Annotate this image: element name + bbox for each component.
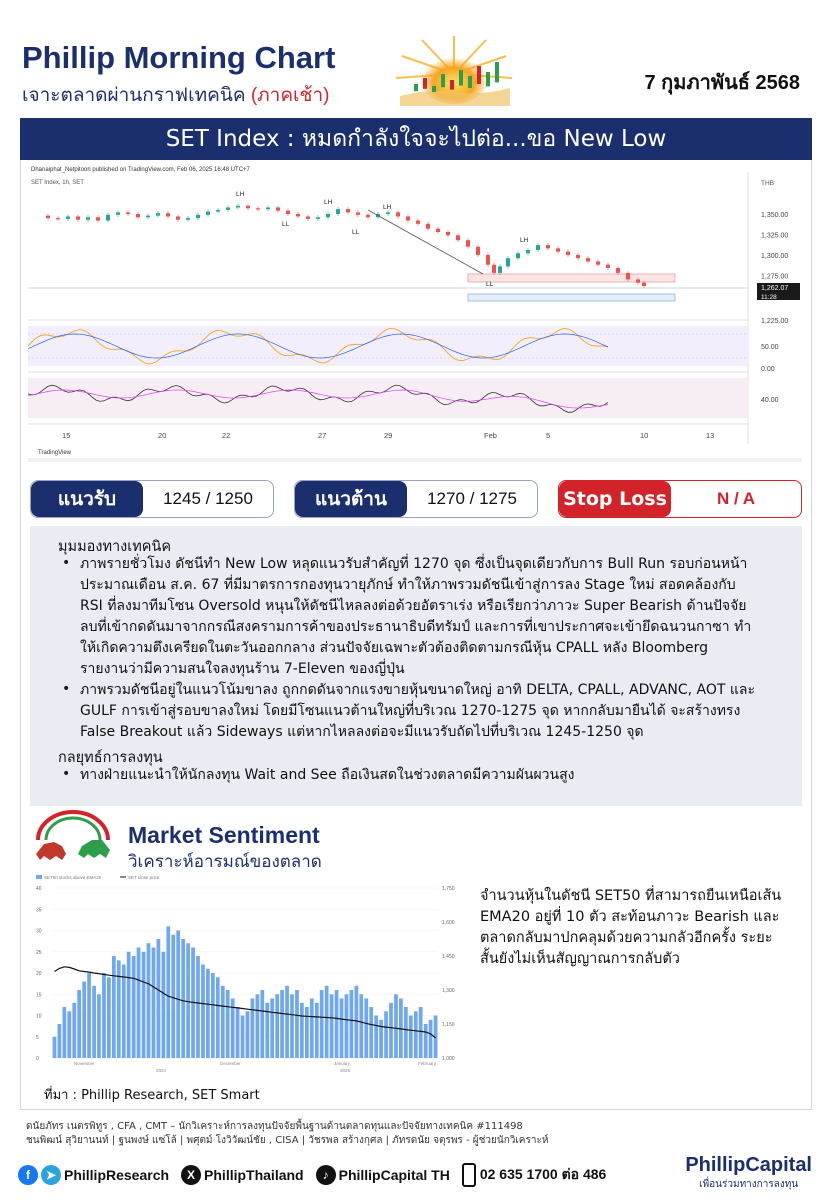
left-tick: 10	[36, 1013, 42, 1020]
sentiment-bar	[92, 986, 96, 1058]
tiktok-icon: ♪	[316, 1165, 336, 1185]
candle	[536, 245, 540, 250]
right-tick: 1,750	[442, 886, 455, 892]
sentiment-bar	[260, 990, 264, 1058]
bullet-3: •	[62, 766, 71, 782]
candle	[436, 229, 440, 232]
p1-line: รายงานว่ามีความสนใจลงทุนร้าน 7-Eleven ของญี่ปุ่น	[80, 661, 405, 677]
logo-candle	[414, 84, 418, 91]
time-tag: 11:28	[761, 294, 777, 301]
logo-candle	[486, 72, 490, 86]
sentiment-bar	[127, 952, 131, 1058]
x-tick: 2025	[340, 1068, 351, 1073]
chart-symbol-text: SET Index, 1h, SET	[31, 180, 84, 186]
left-tick: 15	[36, 992, 42, 999]
price-tick: 1,225.00	[761, 318, 789, 325]
p1-line: RSI ที่ลงมาทีมโซน Oversold หนุนให้ดัชนีไหลลงต่อด้วยอัตราเร่ง หรือเรียกว่าภาวะ Super Bearish ด้านปัจจัย	[80, 598, 747, 614]
sentiment-bar	[152, 948, 156, 1059]
sentiment-bar	[53, 1037, 57, 1058]
set-index-hourly-chart	[28, 162, 802, 462]
sentiment-title: Market Sentiment	[128, 822, 320, 848]
price-tick: 1,275.00	[761, 273, 789, 281]
analysis-paragraph-2	[80, 680, 796, 743]
candle	[306, 216, 310, 218]
sentiment-bar	[246, 1011, 250, 1058]
candle	[596, 261, 600, 264]
candle	[326, 214, 330, 217]
candle	[126, 212, 130, 214]
candle	[366, 215, 370, 217]
sentiment-bar	[270, 999, 274, 1059]
sentiment-bar	[330, 994, 334, 1058]
swing-label: LL	[352, 229, 360, 236]
sentiment-bar	[67, 1011, 71, 1058]
currency-label: THB	[761, 180, 774, 187]
time-tick: 13	[706, 431, 715, 440]
time-tick: 10	[640, 431, 649, 440]
sentiment-bar	[355, 986, 359, 1058]
time-tick: Feb	[484, 431, 497, 440]
x-tick: November	[74, 1061, 95, 1066]
candle	[236, 206, 240, 208]
x-tick: 2024	[156, 1068, 167, 1073]
candle	[196, 215, 200, 218]
candle	[286, 211, 290, 214]
x-icon: X	[181, 1165, 201, 1185]
sentiment-bar	[345, 994, 349, 1058]
sentiment-bar	[300, 1003, 304, 1058]
left-tick: 25	[36, 949, 42, 956]
support-value: 1245 / 1250	[163, 489, 253, 508]
candle	[566, 252, 570, 255]
support-label: แนวรับ	[31, 481, 143, 517]
phone-number: 02 635 1700 ต่อ 486	[479, 1166, 607, 1182]
bullet-1: •	[62, 555, 71, 571]
logo-candle	[459, 70, 463, 86]
time-tick: 29	[384, 431, 393, 440]
sentiment-bar	[216, 977, 220, 1058]
time-tick: 27	[318, 431, 327, 440]
candle	[216, 210, 220, 212]
candle	[606, 265, 610, 268]
price-tag: 1,262.07	[761, 285, 789, 292]
p2-line: GULF การเข้าสู่รอบขาลงใหม่ โดยมีโซนแนวต้านใหญ่ที่บริเวณ 1270-1275 จุด หากกลับมายืนได้ จะสร้างทรง	[80, 703, 741, 719]
candle	[336, 209, 340, 214]
phone-link[interactable]	[462, 1163, 607, 1187]
sentiment-bar	[226, 990, 230, 1058]
sentiment-line: EMA20 อยู่ที่ 10 ตัว สะท้อนภาวะ Bearish และ	[480, 909, 780, 925]
sentiment-bar	[374, 1016, 378, 1059]
x-tick: January	[334, 1061, 351, 1066]
price-tick: 1,325.00	[761, 232, 789, 240]
facebook-link[interactable]	[18, 1165, 169, 1185]
macd-tick: 40.00	[761, 397, 779, 404]
sentiment-bar	[280, 990, 284, 1058]
phillipcapital-logo	[685, 1154, 812, 1192]
sentiment-bar	[310, 999, 314, 1059]
sentiment-bar	[181, 939, 185, 1058]
sentiment-line: ตลาดกลับมาปกคลุมด้วยความกลัวอีกครั้ง ระยะ	[480, 930, 773, 946]
rsi-tick-50: 50.00	[761, 344, 779, 351]
sentiment-bar	[325, 986, 329, 1058]
stop-loss-value: N / A	[716, 489, 756, 508]
right-tick: 1,150	[442, 1022, 455, 1028]
swing-label: LH	[236, 191, 245, 198]
candle	[266, 207, 270, 209]
swing-label: LH	[520, 237, 529, 244]
sentiment-bar	[285, 986, 289, 1058]
sentiment-bar	[122, 965, 126, 1059]
candle	[226, 207, 230, 209]
resistance-level-box	[294, 480, 538, 518]
candle	[186, 218, 190, 220]
brand-title: Phillip Morning Chart	[22, 40, 336, 75]
p2-line: ภาพรวมดัชนีอยู่ในแนวโน้มขาลง ถูกกดดันจากแรงขายหุ้นขนาดใหญ่ อาทิ DELTA, CPALL, ADVANC, AOT และ	[80, 682, 756, 698]
right-tick: 1,600	[442, 920, 455, 926]
sentiment-bar	[107, 977, 111, 1058]
sentiment-bar	[369, 1007, 373, 1058]
sentiment-bar	[221, 986, 225, 1058]
legend-bars: SET50 stocks above EMA20	[44, 875, 102, 880]
swing-label: LH	[383, 204, 392, 211]
sentiment-bar	[171, 935, 175, 1058]
sentiment-bar	[117, 960, 121, 1058]
sentiment-bar	[201, 965, 205, 1059]
sentiment-subtitle: วิเคราะห์อารมณ์ของตลาด	[128, 852, 322, 872]
sentiment-bar	[166, 926, 170, 1058]
sentiment-bar	[315, 1003, 319, 1058]
candle	[56, 218, 60, 219]
candle	[96, 217, 100, 220]
sentiment-bar	[72, 1003, 76, 1058]
x-link[interactable]	[181, 1165, 304, 1185]
sentiment-bar	[384, 1011, 388, 1058]
sentiment-bar	[305, 1007, 309, 1058]
candle	[316, 217, 320, 219]
sentiment-bar	[364, 999, 368, 1059]
resistance-value: 1270 / 1275	[427, 489, 517, 508]
sentiment-bar	[414, 1011, 418, 1058]
candle	[76, 216, 80, 219]
analysts-line-1: ดนัยภัทร เนตรพิทูร , CFA , CMT – นักวิเคราะห์การลงทุนปัจจัยพื้นฐานด้านตลาดทุนและปัจจัยทางเทคนิค #111498	[26, 1121, 523, 1132]
candle	[386, 212, 390, 214]
sentiment-line: จำนวนหุ้นในดัชนี SET50 ที่สามารถยืนเหนือเส้น	[480, 888, 782, 904]
sentiment-bar	[162, 952, 166, 1058]
right-tick: 1,300	[442, 988, 455, 994]
candle	[106, 215, 110, 221]
candle	[166, 213, 170, 216]
candle	[616, 268, 620, 273]
sentiment-bar	[359, 994, 363, 1058]
sentiment-bar	[102, 973, 106, 1058]
sentiment-bar	[409, 1016, 413, 1059]
candle	[86, 217, 90, 219]
sentiment-bar	[142, 952, 146, 1058]
sentiment-bar	[419, 1007, 423, 1058]
candle	[636, 279, 640, 282]
brand-subtitle-main: เจาะตลาดผ่านกราฟเทคนิค	[22, 85, 251, 106]
candle	[556, 248, 560, 251]
candle	[346, 209, 350, 212]
candle	[516, 253, 520, 258]
sentiment-bar	[206, 969, 210, 1058]
swing-label: LH	[324, 199, 333, 206]
sentiment-bar	[404, 1007, 408, 1058]
sentiment-bar	[112, 956, 116, 1058]
sentiment-bar	[389, 1003, 393, 1058]
support-zone	[468, 294, 675, 301]
left-tick: 0	[36, 1056, 39, 1062]
chart-banner	[20, 118, 812, 160]
sentiment-bar	[176, 931, 180, 1059]
left-tick: 30	[36, 928, 42, 935]
candle	[66, 216, 70, 218]
p2-line: False Breakout แล้ว Sideways แต่หากไหลลงต่อจะมีแนวรับถัดไปที่บริเวณ 1245-1250 จุด	[80, 724, 644, 740]
time-tick: 5	[546, 431, 551, 440]
stop-loss-box	[558, 480, 802, 518]
sentiment-bar	[63, 1007, 67, 1058]
analysts-line-2: ชนพิฒน์ สุวิยานนท์ | ฐนพงษ์ แซ่โล้ | พศุตม์ โงวิวัฒน์ชัย , CISA | วัชรพล สร้างกุศล | ภัทรดนัย จตุรพร - ผู้ช่วยนักวิเคราะห์	[26, 1135, 549, 1146]
facebook-handle: PhillipResearch	[64, 1167, 170, 1183]
logo-candle	[477, 66, 481, 84]
sentiment-bar	[340, 999, 344, 1059]
bull-bear-icon	[32, 810, 114, 866]
logo-candle	[423, 78, 427, 89]
banner-title: SET Index : หมดกำลังใจจะไปต่อ...ขอ New Low	[165, 126, 667, 152]
candle	[356, 212, 360, 214]
sentiment-bar	[196, 956, 200, 1058]
phone-icon	[462, 1163, 476, 1187]
candle	[642, 283, 646, 286]
sentiment-bar	[394, 994, 398, 1058]
candle	[498, 266, 502, 273]
sentiment-bar	[137, 948, 141, 1059]
price-tick: 1,350.00	[761, 212, 789, 219]
source-note: ที่มา : Phillip Research, SET Smart	[44, 1088, 260, 1103]
candle	[116, 212, 120, 214]
sentiment-bar	[256, 994, 260, 1058]
candle	[446, 232, 450, 235]
sentiment-bar	[87, 973, 91, 1058]
sentiment-bar	[379, 1020, 383, 1058]
candle	[246, 206, 250, 208]
candle	[526, 250, 530, 253]
candle	[426, 224, 430, 229]
sentiment-bar	[97, 994, 101, 1058]
analysis-paragraph-1	[80, 554, 796, 680]
candle	[156, 213, 160, 215]
price-tick: 1,300.00	[761, 252, 789, 260]
chart-publisher-text: Dhanaiphat_Netpitoon published on TradingView.com, Feb 06, 2025 16:48 UTC+7	[31, 167, 250, 173]
x-handle: PhillipThailand	[204, 1167, 304, 1183]
sentiment-bar	[77, 990, 81, 1058]
left-tick: 35	[36, 907, 42, 914]
candle	[206, 212, 210, 215]
sentiment-bar	[320, 990, 324, 1058]
facebook-icon: f	[18, 1165, 38, 1185]
candle	[416, 221, 420, 224]
sentiment-bar	[236, 1007, 240, 1058]
sentiment-bar	[424, 1024, 428, 1058]
sentiment-bar	[241, 1016, 245, 1059]
sentiment-legend	[36, 875, 160, 880]
sentiment-bar	[157, 939, 161, 1058]
logo-candle	[468, 76, 472, 88]
right-tick: 1,450	[442, 954, 455, 960]
rsi-tick-0: 0.00	[761, 366, 775, 373]
tiktok-handle: PhillipCapital TH	[338, 1167, 450, 1183]
sentiment-bar	[295, 990, 299, 1058]
candle	[506, 258, 510, 266]
report-date: 7 กุมภาพันธ์ 2568	[644, 72, 800, 94]
tiktok-link[interactable]	[316, 1165, 450, 1185]
p1-line: ลบที่เข้ากดดันมาจากกรณีสงครามการค้าของประธานาธิบดีทรัมป์ และการที่เขาประกาศจะเข้ายึดฉนวนกาซา ทำ	[80, 619, 752, 635]
logo-candle	[495, 62, 499, 82]
time-tick: 20	[158, 431, 167, 440]
candle	[486, 255, 490, 265]
brand-subtitle-highlight: (ภาคเช้า)	[250, 85, 330, 106]
candle	[46, 216, 50, 218]
candle	[276, 207, 280, 210]
candle	[546, 245, 550, 248]
sentiment-bar	[211, 973, 215, 1058]
strategy-line: ทางฝ่ายแนะนำให้นักลงทุน Wait and See ถือเงินสดในช่วงตลาดมีความผันผวนสูง	[80, 767, 575, 783]
logo-candle	[432, 86, 436, 92]
candle	[586, 258, 590, 261]
candle	[146, 216, 150, 218]
p1-line: ประมาณเดือน ส.ค. 67 ที่มีมาตรการกองทุนวายุภักษ์ ทำให้ภาพรวมดัชนีเข้าสู่การลง Stage ใหม่ สอดคล้องกับ	[80, 577, 736, 593]
candle	[136, 214, 140, 217]
sentiment-bar	[335, 990, 339, 1058]
time-tick: 22	[222, 431, 231, 440]
resistance-label: แนวต้าน	[295, 481, 407, 517]
left-tick: 40	[36, 886, 42, 892]
candle	[476, 247, 480, 255]
candle	[176, 216, 180, 219]
sentiment-bar	[58, 1024, 62, 1058]
right-tick: 1,000	[442, 1056, 455, 1062]
sentiment-line: สั้นยังไม่เห็นสัญญาณการกลับตัว	[480, 951, 680, 967]
p1-line: ให้เกิดความตึงเครียดในตะวันออกกลาง ส่วนปัจจัยเฉพาะตัวต้องติดตามกรณีหุ้น CPALL หลัง Bloomberg	[80, 640, 709, 656]
support-level-box	[30, 480, 274, 518]
logo-candle	[450, 80, 454, 90]
analyst-credits	[26, 1120, 548, 1148]
sentiment-commentary	[480, 886, 792, 970]
left-tick: 20	[36, 971, 42, 977]
x-tick: February	[418, 1061, 437, 1066]
candle	[576, 255, 580, 258]
tradingview-logo: TradingView	[38, 450, 72, 456]
sentiment-chart	[34, 872, 460, 1078]
legend-line: SET close price	[128, 875, 160, 880]
sentiment-bar	[147, 943, 151, 1058]
sentiment-bar	[251, 999, 255, 1059]
logo-candle	[441, 74, 445, 87]
stop-loss-label: Stop Loss	[559, 481, 671, 517]
x-tick: December	[220, 1061, 241, 1066]
sentiment-bar	[350, 990, 354, 1058]
sentiment-bar	[290, 994, 294, 1058]
sentiment-bar	[186, 943, 190, 1058]
brand-subtitle	[22, 80, 329, 110]
candle	[466, 240, 470, 247]
sunrise-candlestick-logo	[392, 34, 516, 106]
logo-sub: เพื่อนร่วมทางการลงทุน	[699, 1179, 799, 1190]
candle	[626, 273, 630, 280]
technical-view-heading: มุมมองทางเทคนิค	[58, 539, 172, 555]
candle	[456, 235, 460, 240]
time-tick: 15	[62, 431, 71, 440]
sentiment-bar	[82, 982, 86, 1059]
candle	[492, 265, 496, 273]
candle	[396, 212, 400, 216]
logo-main: PhillipCapital	[685, 1154, 812, 1176]
sentiment-bar	[429, 1020, 433, 1058]
strategy-heading: กลยุทธ์การลงทุน	[58, 750, 163, 766]
candle	[256, 208, 260, 209]
p1-line: ภาพรายชั่วโมง ดัชนีทำ New Low หลุดแนวรับสำคัญที่ 1270 จุด ซึ่งเป็นจุดเดียวกับการ Bull Run รอบก่อนหน้า	[80, 556, 748, 572]
candle	[296, 214, 300, 216]
telegram-icon: ➤	[41, 1165, 61, 1185]
sentiment-bar	[275, 994, 279, 1058]
left-tick: 5	[36, 1034, 39, 1041]
swing-label: LL	[282, 221, 290, 228]
swing-label: LL	[486, 281, 494, 288]
sentiment-bar	[132, 956, 136, 1058]
bullet-2: •	[62, 681, 71, 697]
candle	[406, 216, 410, 220]
